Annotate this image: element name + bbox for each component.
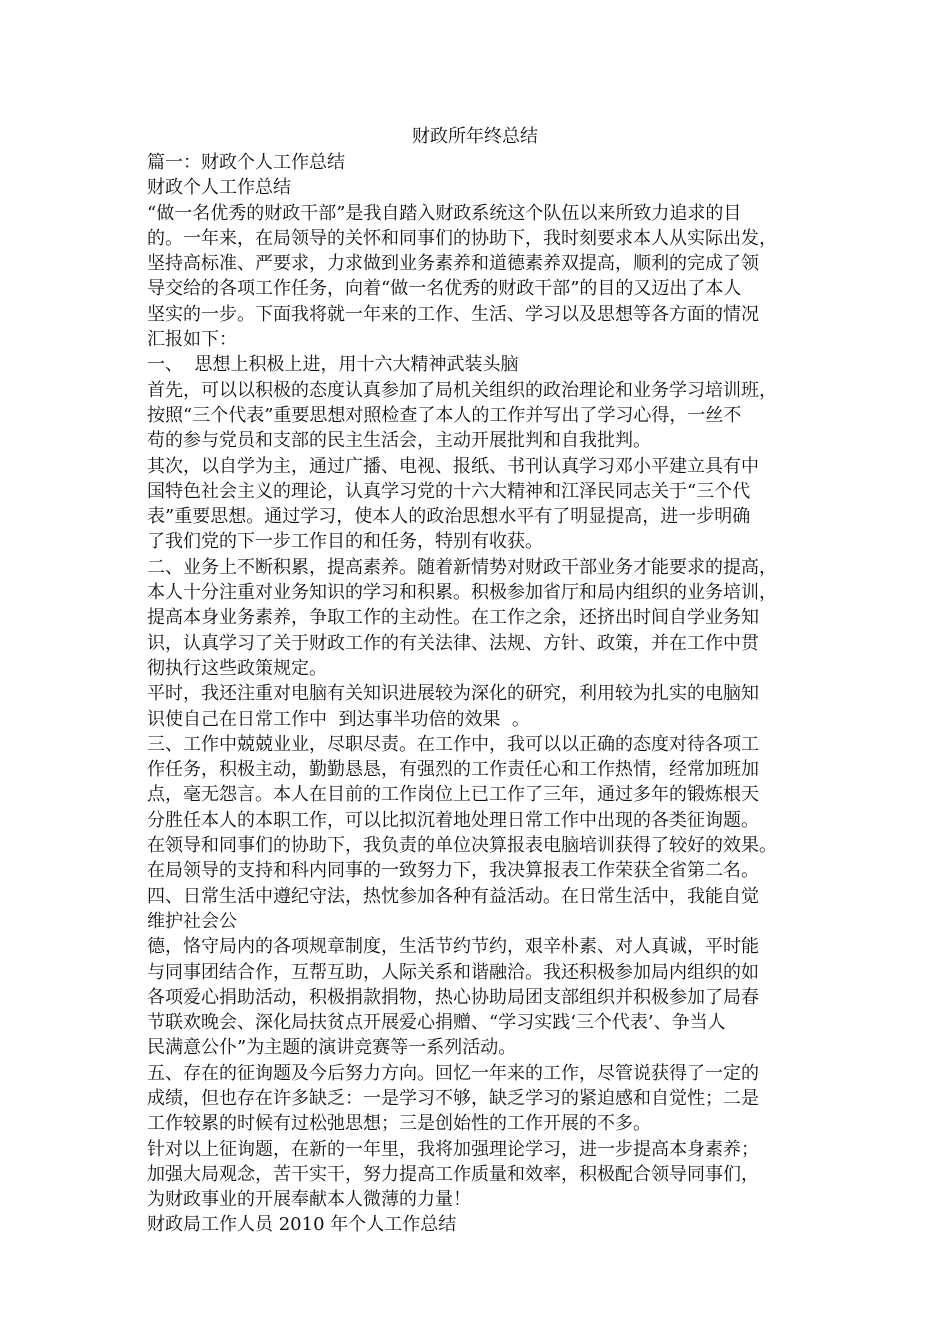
text-line: 导交给的各项工作任务，向着“做一名优秀的财政干部”的目的又迈出了本人 <box>147 278 742 300</box>
text-line: 三、工作中兢兢业业，尽职尽责。在工作中，我可以以正确的态度对待各项工 <box>147 733 759 755</box>
text-line: 与同事团结合作，互帮互助，人际关系和谐融洽。我还积极参加局内组织的如 <box>147 961 759 983</box>
text-line: 五、存在的征询题及今后努力方向。回忆一年来的工作，尽管说获得了一定的 <box>147 1062 759 1084</box>
text-line: 点，毫无怨言。本人在目前的工作岗位上已工作了三年，通过多年的锻炼根天 <box>147 784 759 806</box>
text-line: 为财政事业的开展奉献本人微薄的力量！ <box>147 1189 471 1211</box>
document-title: 财政所年终总结 <box>412 126 538 147</box>
text-line: 在局领导的支持和科内同事的一致努力下，我决算报表工作荣获全省第二名。 <box>147 860 759 882</box>
text-line: 节联欢晚会、深化局扶贫点开展爱心捐赠、“学习实践‘三个代表’、争当人 <box>147 1012 726 1034</box>
text-line: 德，恪守局内的各项规章制度，生活节约节约，艰辛朴素、对人真诚，平时能 <box>147 936 759 958</box>
text-line: 维护社会公 <box>147 910 237 932</box>
text-line: 各项爱心捐助活动，积极捐款捐物，热心协助局团支部组织并积极参加了局春 <box>147 986 759 1008</box>
text-line: 国特色社会主义的理论，认真学习党的十六大精神和江泽民同志关于“三个代 <box>147 480 751 502</box>
text-line: 财政局工作人员 2010 年个人工作总结 <box>147 1214 457 1236</box>
text-line: 汇报如下： <box>147 329 237 351</box>
text-line: 加强大局观念，苦干实干，努力提高工作质量和效率，积极配合领导同事们， <box>147 1163 759 1185</box>
text-line: 平时，我还注重对电脑有关知识进展较为深化的研究，利用较为扎实的电脑知 <box>147 683 759 705</box>
text-line: 其次，以自学为主，通过广播、电视、报纸、书刊认真学习邓小平建立具有中 <box>147 455 759 477</box>
text-line: 坚持高标准、严要求，力求做到业务素养和道德素养双提高，顺利的完成了领 <box>147 253 759 275</box>
text-line: 四、日常生活中遵纪守法，热忱参加各种有益活动。在日常生活中，我能自觉 <box>147 885 759 907</box>
document-body <box>147 150 819 1238</box>
text-line: 一、 思想上积极上进，用十六大精神武装头脑 <box>147 354 519 376</box>
text-line: 的。一年来，在局领导的关怀和同事们的协助下，我时刻要求本人从实际出发， <box>147 227 777 249</box>
text-line: 成绩，但也存在许多缺乏：一是学习不够，缺乏学习的紧迫感和自觉性；二是 <box>147 1087 759 1109</box>
text-line: 财政个人工作总结 <box>147 177 291 199</box>
text-line: 提高本身业务素养，争取工作的主动性。在工作之余，还挤出时间自学业务知 <box>147 607 759 629</box>
text-line: 二、业务上不断积累，提高素养。随着新情势对财政干部业务才能要求的提高， <box>147 556 777 578</box>
text-line: 按照“三个代表”重要思想对照检查了本人的工作并写出了学习心得，一丝不 <box>147 404 742 426</box>
text-line: 作任务，积极主动，勤勤恳恳，有强烈的工作责任心和工作热情，经常加班加 <box>147 759 759 781</box>
text-line: 坚实的一步。下面我将就一年来的工作、生活、学习以及思想等各方面的情况 <box>147 303 759 325</box>
text-line: 本人十分注重对业务知识的学习和积累。积极参加省厅和局内组织的业务培训， <box>147 582 777 604</box>
text-line: 在领导和同事们的协助下，我负责的单位决算报表电脑培训获得了较好的效果。 <box>147 835 777 857</box>
text-line: 首先，可以以积极的态度认真参加了局机关组织的政治理论和业务学习培训班， <box>147 379 777 401</box>
text-line: 识使自己在日常工作中 到达事半功倍的效果 。 <box>147 708 530 730</box>
text-line: 民满意公仆”为主题的演讲竞赛等一系列活动。 <box>147 1037 517 1059</box>
text-line: 针对以上征询题，在新的一年里，我将加强理论学习，进一步提高本身素养； <box>147 1138 759 1160</box>
text-line: 工作较累的时候有过松弛思想；三是创始性的工作开展的不多。 <box>147 1113 651 1135</box>
text-line: 分胜任本人的本职工作，可以比拟沉着地处理日常工作中出现的各类征询题。 <box>147 809 759 831</box>
text-line: 了我们党的下一步工作目的和任务，特别有收获。 <box>147 531 543 553</box>
text-line: 表”重要思想。通过学习，使本人的政治思想水平有了明显提高，进一步明确 <box>147 506 751 528</box>
text-line: 篇一：财政个人工作总结 <box>147 152 345 173</box>
text-line: 彻执行这些政策规定。 <box>147 657 327 679</box>
text-line: 识，认真学习了关于财政工作的有关法律、法规、方针、政策，并在工作中贯 <box>147 632 759 654</box>
text-line: “做一名优秀的财政干部”是我自踏入财政系统这个队伍以来所致力追求的目 <box>147 202 742 224</box>
text-line: 苟的参与党员和支部的民主生活会，主动开展批判和自我批判。 <box>147 430 651 452</box>
